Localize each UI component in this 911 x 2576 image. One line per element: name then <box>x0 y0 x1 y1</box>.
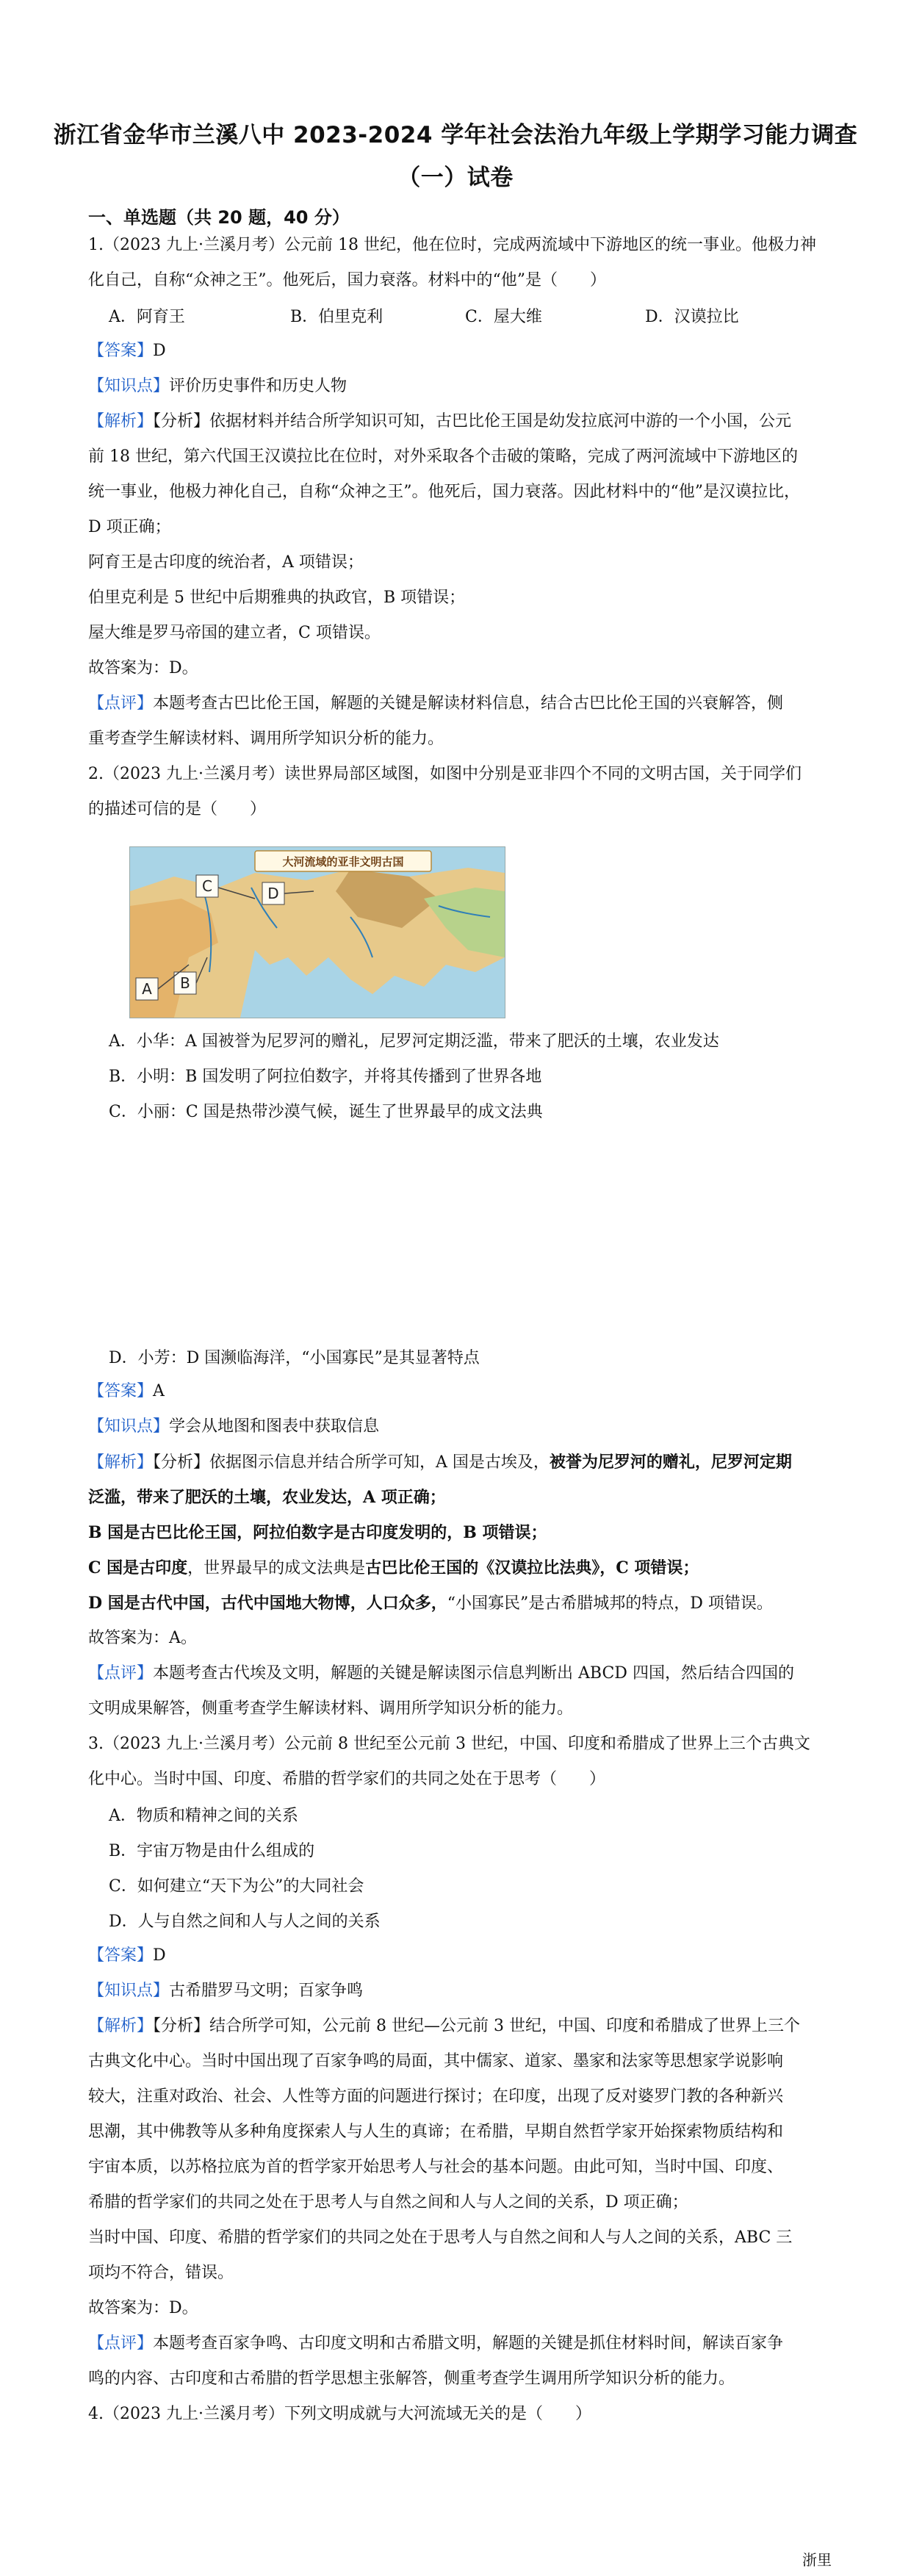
q3-stem-line1: 3.（2023 九上·兰溪月考）公元前 8 世纪至公元前 3 世纪，中国、印度和希腊成了世界上三个古典文 <box>88 1735 810 1753</box>
comment-tag: 【点评】 <box>88 694 154 713</box>
knowledge-tag: 【知识点】 <box>88 1982 170 2000</box>
q1-option-b: B．伯里克利 <box>290 308 384 326</box>
world-region-map <box>129 846 505 1018</box>
page-footer: 浙里 <box>802 2551 832 2569</box>
q2-knowledge: 【知识点】学会从地图和图表中获取信息 <box>88 1417 380 1436</box>
q1-stem-line2: 化自己，自称“众神之王”。他死后，国力衰落。材料中的“他”是（ ） <box>88 271 606 289</box>
q2-answer: 【答案】A <box>88 1382 165 1400</box>
q1-answer: 【答案】D <box>88 342 166 360</box>
answer-tag: 【答案】 <box>88 342 154 360</box>
document-subtitle: （一）试卷 <box>397 165 514 191</box>
q2-analysis-line: B 国是古巴比伦王国，阿拉伯数字是古印度发明的，B 项错误； <box>88 1523 547 1542</box>
q3-analysis-line: 宇宙本质，以苏格拉底为首的哲学家开始思考人与社会的基本问题。由此可知，当时中国、印度、 <box>88 2158 784 2176</box>
comment-tag: 【点评】 <box>88 2334 154 2353</box>
q3-option-a: A．物质和精神之间的关系 <box>109 1807 298 1825</box>
q3-comment-line: 鸣的内容、古印度和古希腊的哲学思想主张解答，侧重考查学生调用所学知识分析的能力。 <box>88 2370 735 2388</box>
q2-stem-line1: 2.（2023 九上·兰溪月考）读世界局部区域图，如图中分别是亚非四个不同的文明古国，关于同学们 <box>88 765 802 783</box>
q2-stem-line2: 的描述可信的是（ ） <box>88 800 267 819</box>
q1-option-c: C．屋大维 <box>465 308 542 326</box>
map-graphic <box>130 847 505 1018</box>
knowledge-tag: 【知识点】 <box>88 1417 170 1436</box>
q1-analysis-line: 屋大维是罗马帝国的建立者，C 项错误。 <box>88 624 381 642</box>
q3-answer: 【答案】D <box>88 1946 166 1965</box>
section-heading: 一、单选题（共 20 题，40 分） <box>88 207 350 228</box>
q1-analysis-line: 阿育王是古印度的统治者，A 项错误； <box>88 553 364 572</box>
answer-tag: 【答案】 <box>88 1946 154 1965</box>
q2-comment-line: 文明成果解答，侧重考查学生解读材料、调用所学知识分析的能力。 <box>88 1699 574 1718</box>
q2-analysis-line: D 国是古代中国，古代中国地大物博，人口众多，“小国寡民”是古希腊城邦的特点，D 项错误。 <box>88 1594 773 1613</box>
q3-option-d: D．人与自然之间和人与人之间的关系 <box>109 1913 381 1931</box>
map-title: 大河流域的亚非文明古国 <box>282 855 404 868</box>
q3-analysis-line: 较大，注重对政治、社会、人性等方面的问题进行探讨；在印度，出现了反对婆罗门教的各种新兴 <box>88 2087 784 2106</box>
q1-option-d: D．汉谟拉比 <box>645 308 739 326</box>
q3-option-c: C．如何建立“天下为公”的大同社会 <box>109 1877 364 1896</box>
q1-analysis-line: 【解析】【分析】依据材料并结合所学知识可知，古巴比伦王国是幼发拉底河中游的一个小国，公元 <box>88 412 792 431</box>
q3-analysis-line: 故答案为：D。 <box>88 2299 198 2317</box>
q3-analysis-line: 项均不符合，错误。 <box>88 2264 234 2282</box>
q1-comment-line: 重考查学生解读材料、调用所学知识分析的能力。 <box>88 730 444 748</box>
map-label-d: D <box>267 885 279 902</box>
q2-analysis-line: 故答案为：A。 <box>88 1629 197 1647</box>
q3-stem-line2: 化中心。当时中国、印度、希腊的哲学家们的共同之处在于思考（ ） <box>88 1770 606 1788</box>
q4-stem: 4.（2023 九上·兰溪月考）下列文明成就与大河流域无关的是（ ） <box>88 2405 591 2423</box>
q3-analysis-line: 【解析】【分析】结合所学可知，公元前 8 世纪—公元前 3 世纪，中国、印度和希腊成了世界上三个 <box>88 2017 800 2035</box>
comment-tag: 【点评】 <box>88 1664 154 1683</box>
q1-analysis-line: D 项正确； <box>88 518 171 536</box>
q1-analysis-line: 统一事业，他极力神化自己，自称“众神之王”。他死后，国力衰落。因此材料中的“他”是汉谟拉比， <box>88 483 800 501</box>
q2-comment: 【点评】本题考查古代埃及文明，解题的关键是解读图示信息判断出 ABCD 四国，然后结合四国的 <box>88 1664 794 1683</box>
knowledge-tag: 【知识点】 <box>88 377 170 395</box>
q1-knowledge: 【知识点】评价历史事件和历史人物 <box>88 377 348 395</box>
q1-comment: 【点评】本题考查古巴比伦王国，解题的关键是解读材料信息，结合古巴比伦王国的兴衰解答，侧 <box>88 694 784 713</box>
q1-stem-line1: 1.（2023 九上·兰溪月考）公元前 18 世纪，他在位时，完成两流域中下游地区的统一事业。他极力神 <box>88 236 816 254</box>
q3-option-b: B．宇宙万物是由什么组成的 <box>109 1842 315 1860</box>
q2-option-b: B．小明：B 国发明了阿拉伯数字，并将其传播到了世界各地 <box>109 1068 542 1086</box>
q3-knowledge: 【知识点】古希腊罗马文明；百家争鸣 <box>88 1982 364 2000</box>
q2-option-a: A．小华：A 国被誉为尼罗河的赠礼，尼罗河定期泛滥，带来了肥沃的土壤，农业发达 <box>109 1032 719 1051</box>
q1-option-a: A．阿育王 <box>109 308 185 326</box>
map-label-a: A <box>142 980 152 998</box>
q2-analysis-line: 泛滥，带来了肥沃的土壤，农业发达，A 项正确； <box>88 1488 446 1507</box>
q1-analysis-line: 前 18 世纪，第六代国王汉谟拉比在位时，对外采取各个击破的策略，完成了两河流域中下游地区的 <box>88 447 798 466</box>
analysis-tag: 【解析】 <box>88 2017 154 2035</box>
q3-analysis-line: 当时中国、印度、希腊的哲学家们的共同之处在于思考人与自然之间和人与人之间的关系，ABC 三 <box>88 2228 793 2247</box>
q3-analysis-line: 古典文化中心。当时中国出现了百家争鸣的局面，其中儒家、道家、墨家和法家等思想家学说影响 <box>88 2052 784 2070</box>
q2-analysis-line: C 国是古印度，世界最早的成文法典是古巴比伦王国的《汉谟拉比法典》，C 项错误； <box>88 1558 699 1577</box>
q1-analysis-line: 故答案为：D。 <box>88 659 198 677</box>
document-title: 浙江省金华市兰溪八中 2023-2024 学年社会法治九年级上学期学习能力调查 <box>53 122 858 148</box>
analysis-tag: 【解析】 <box>88 412 154 431</box>
q3-analysis-line: 思潮，其中佛教等从多种角度探索人与人生的真谛；在希腊，早期自然哲学家开始探索物质结构和 <box>88 2123 784 2141</box>
q3-analysis-line: 希腊的哲学家们的共同之处在于思考人与自然之间和人与人之间的关系，D 项正确； <box>88 2193 688 2212</box>
q2-analysis-line: 【解析】【分析】依据图示信息并结合所学可知，A 国是古埃及，被誉为尼罗河的赠礼，尼罗河定期 <box>88 1453 792 1472</box>
q1-analysis-line: 伯里克利是 5 世纪中后期雅典的执政官，B 项错误； <box>88 589 466 607</box>
map-label-c: C <box>202 877 212 895</box>
q3-comment: 【点评】本题考查百家争鸣、古印度文明和古希腊文明，解题的关键是抓住材料时间，解读百家争 <box>88 2334 784 2353</box>
q2-option-d: D．小芳：D 国濒临海洋，“小国寡民”是其显著特点 <box>109 1349 480 1367</box>
answer-tag: 【答案】 <box>88 1382 154 1400</box>
analysis-tag: 【解析】 <box>88 1453 154 1472</box>
q2-option-c: C．小丽：C 国是热带沙漠气候，诞生了世界最早的成文法典 <box>109 1103 543 1121</box>
map-label-b: B <box>180 974 190 992</box>
